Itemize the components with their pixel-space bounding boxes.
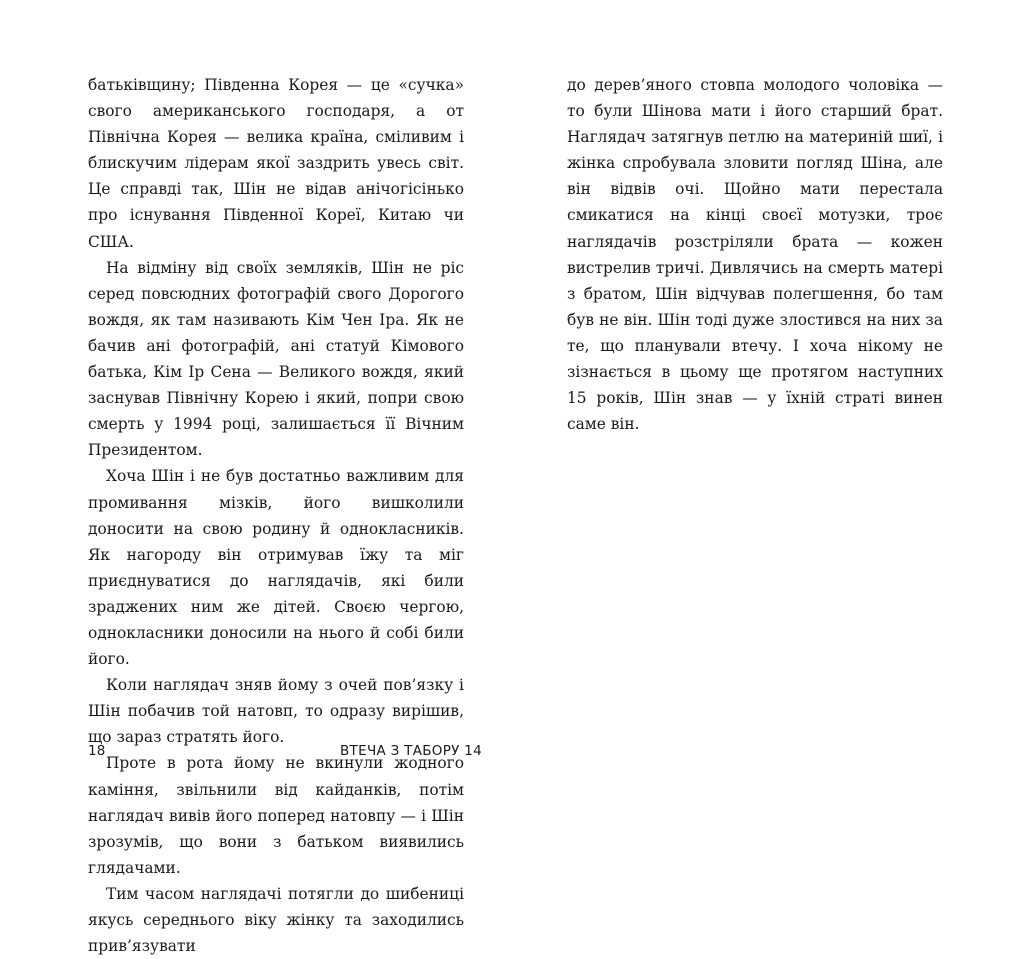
paragraph: Коли наглядач зняв йому з очей пов’язку і Шін побачив той натовп, то одразу вирішив, що зараз стратять його. [88, 676, 464, 747]
left-page-text [88, 72, 464, 959]
paragraph: до дерев’яного стовпа молодого чоловіка — то були Шінова мати і його старший брат. Наглядач затягнув петлю на материній шиї, і жінка спробувала зловити погляд Шіна, але він відвів очі. Щойно мати перестала смикатися на кінці своєї мотузки, троє наглядачів розстріляли брата — кожен вистрелив тричі. Дивлячись на смерть матері з братом, Шін відчував полегшення, бо там був не він. Шін тоді дуже злостився на них за те, що планували втечу. І хоча нікому не зізнається в цьому ще протягом наступних 15 років, Шін знав — у їхній страті винен саме він. [567, 76, 943, 434]
paragraph: Хоча Шін і не був достатньо важливим для промивання мізків, його вишколили доносити на свою родину й однокласників. Як нагороду він отримував їжу та міг приєднуватися до наглядачів, які били зраджених ним же дітей. Своєю чергою, однокласники доносили на нього й собі били його. [88, 467, 464, 669]
right-page [512, 0, 1024, 796]
left-page [0, 0, 512, 956]
running-head: ВТЕЧА З ТАБОРУ 14 [340, 743, 483, 759]
paragraph: Проте в рота йому не вкинули жодного каміння, звільнили від кайданків, потім наглядач вивів його поперед натовпу — і Шін зрозумів, що вони з батьком виявились глядачами. [88, 754, 464, 877]
paragraph: На відміну від своїх земляків, Шін не ріс серед повсюдних фотографій свого Дорогого вождя, як там називають Кім Чен Іра. Як не бачив ані фотографій, ані статуй Кімового батька, Кім Ір Сена — Великого вождя, який заснував Північну Корею і який, попри свою смерть у 1994 році, залишається її Вічним Президентом. [88, 258, 464, 460]
right-page-text [567, 72, 943, 437]
page-number: 18 [88, 743, 106, 759]
paragraph: Тим часом наглядачі потягли до шибениці якусь середнього віку жінку та заходились прив’язувати [88, 884, 464, 956]
paragraph: батьківщину; Південна Корея — це «сучка» свого американського господаря, а от Північна Корея — велика країна, сміливим і блискучим лідерам якої заздрить увесь світ. Це справді так, Шін не відав анічогісінько про існування Південної Кореї, Китаю чи США. [88, 76, 464, 251]
